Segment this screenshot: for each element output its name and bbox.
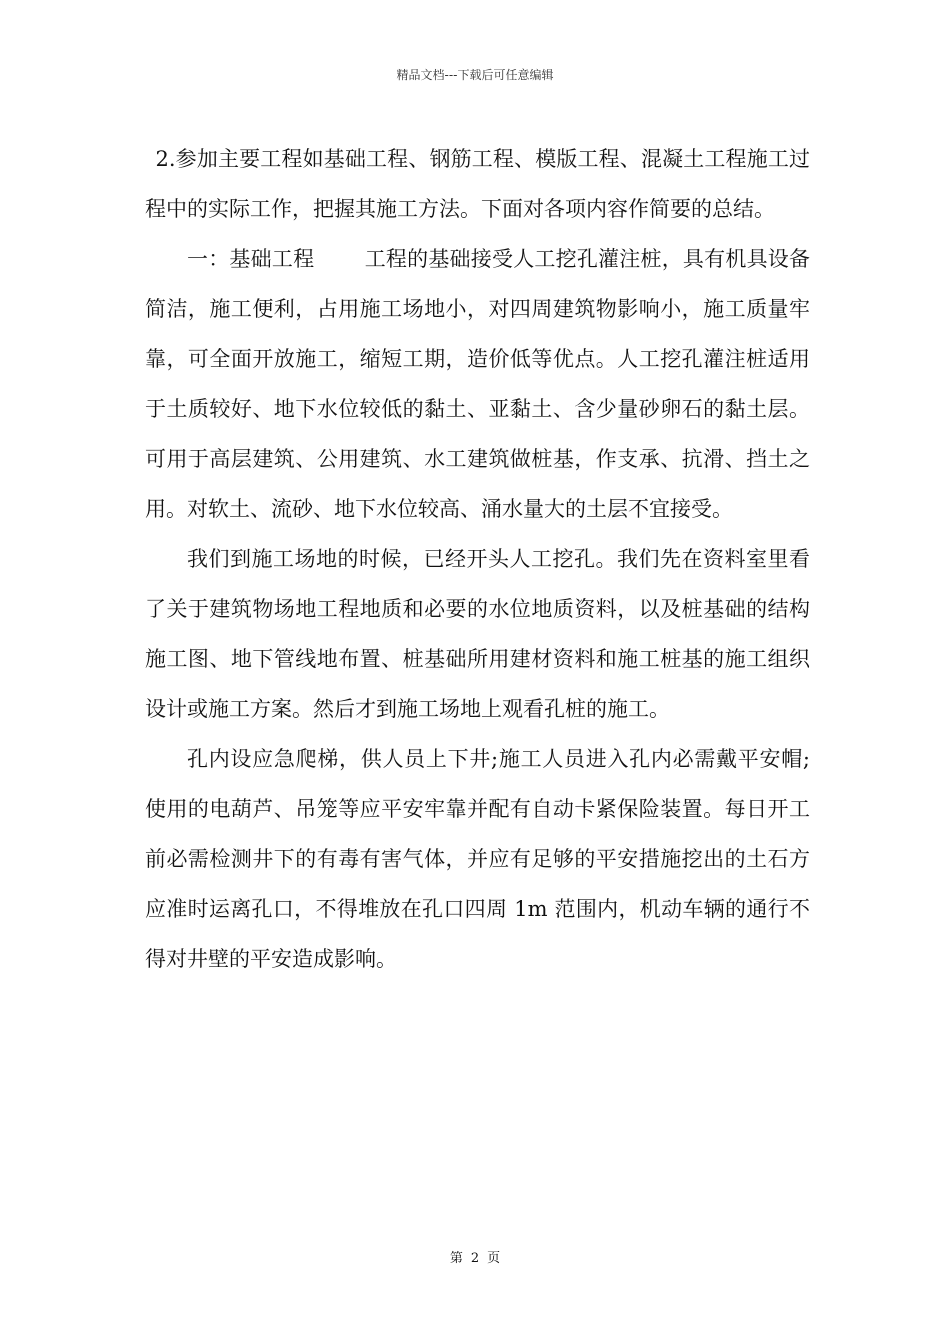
page-number: 2 — [470, 1251, 480, 1266]
document-body — [145, 134, 810, 984]
page-number-suffix: 页 — [487, 1251, 501, 1266]
page-header: 精品文档---下载后可任意编辑 — [396, 68, 554, 82]
paragraph-1: 2.参加主要工程如基础工程、钢筋工程、模版工程、混凝土工程施工过程中的实际工作，把握其施工方法。下面对各项内容作简要的总结。 — [145, 147, 810, 221]
page-footer — [0, 1247, 950, 1266]
page-number-prefix: 第 — [449, 1251, 463, 1266]
paragraph-2 — [145, 234, 810, 534]
section-heading: 一：基础工程 — [187, 247, 315, 271]
paragraph-4: 孔内设应急爬梯，供人员上下井;施工人员进入孔内必需戴平安帽;使用的电葫芦、吊笼等应平安牢靠并配有自动卡紧保险装置。每日开工前必需检测井下的有毒有害气体，并应有足够的平安措施挖出的土石方应准时运离孔口，不得堆放在孔口四周 1m 范围内，机动车辆的通行不得对井壁的平安造成影响。 — [145, 747, 810, 971]
paragraph-3: 我们到施工场地的时候，已经开头人工挖孔。我们先在资料室里看了关于建筑物场地工程地质和必要的水位地质资料，以及桩基础的结构施工图、地下管线地布置、桩基础所用建材资料和施工桩基的施工组织设计或施工方案。然后才到施工场地上观看孔桩的施工。 — [145, 547, 810, 721]
paragraph-2-body: 工程的基础接受人工挖孔灌注桩，具有机具设备简洁，施工便利，占用施工场地小，对四周建筑物影响小，施工质量牢靠，可全面开放施工，缩短工期，造价低等优点。人工挖孔灌注桩适用于土质较好、地下水位较低的黏土、亚黏土、含少量砂卵石的黏土层。可用于高层建筑、公用建筑、水工建筑做桩基，作支承、抗滑、挡土之用。对软土、流砂、地下水位较高、涌水量大的土层不宜接受。 — [145, 247, 811, 521]
